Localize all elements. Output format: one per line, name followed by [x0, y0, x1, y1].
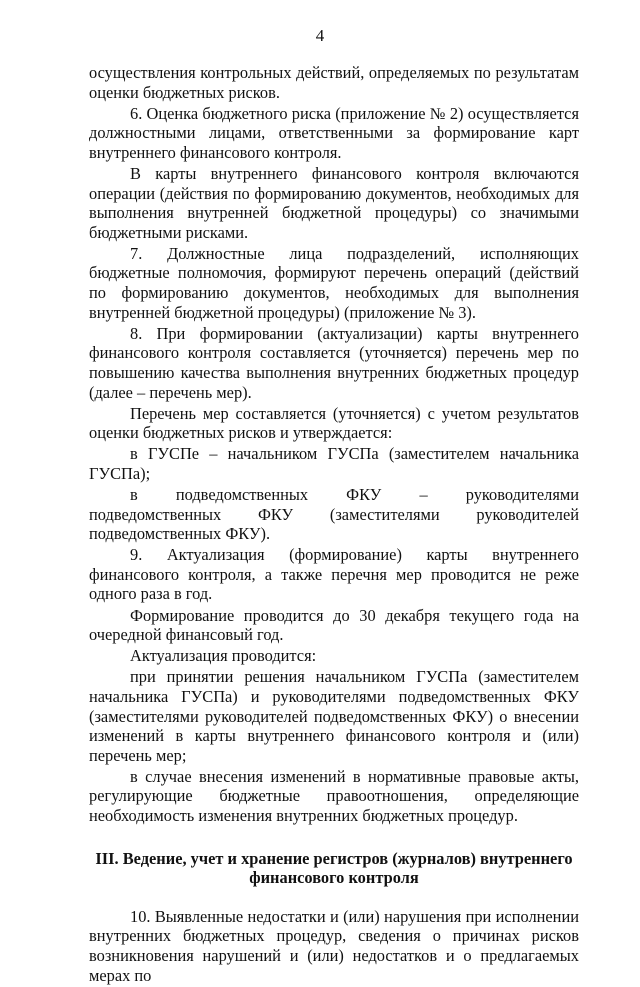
- paragraph: 9. Актуализация (формирование) карты внутреннего финансового контроля, а также перечня мер проводится не реже одного раза в год.: [89, 545, 579, 604]
- paragraph: осуществления контрольных действий, определяемых по результатам оценки бюджетных рисков.: [89, 63, 579, 102]
- section-heading-line-1: III. Ведение, учет и хранение регистров (журналов) внутреннего: [95, 848, 573, 868]
- paragraph: 8. При формировании (актуализации) карты внутреннего финансового контроля составляется (уточняется) перечень мер по повышению качества выполнения внутренних бюджетных процедур (далее – перечень мер).: [89, 323, 579, 402]
- paragraph: Перечень мер составляется (уточняется) с учетом результатов оценки бюджетных рисков и утверждается:: [89, 403, 579, 443]
- paragraph: 6. Оценка бюджетного риска (приложение № 2) осуществляется должностными лицами, ответственными за формирование карт внутреннего финансового контроля.: [89, 103, 579, 162]
- paragraph: Актуализация проводится:: [130, 646, 317, 666]
- document-body: [89, 63, 579, 987]
- paragraph: 7. Должностные лица подразделений, исполняющих бюджетные полномочия, формируют перечень операций (действий по формированию документов, необходимых для выполнения внутренней бюджетной процедуры) (приложение № 3).: [89, 243, 579, 322]
- paragraph: В карты внутреннего финансового контроля включаются операции (действия по формированию документов, необходимых для выполнения внутренней бюджетной процедуры) со значимыми бюджетными рисками.: [89, 163, 579, 242]
- paragraph: в случае внесения изменений в нормативные правовые акты, регулирующие бюджетные правоотношения, определяющие необходимость изменения внутренних бюджетных процедур.: [89, 766, 579, 825]
- page-number: 4: [315, 26, 325, 45]
- paragraph: в подведомственных ФКУ – руководителями подведомственных ФКУ (заместителями руководителей подведомственных ФКУ).: [89, 484, 579, 544]
- paragraph: в ГУСПе – начальником ГУСПа (заместителем начальника ГУСПа);: [89, 444, 579, 483]
- paragraph: Формирование проводится до 30 декабря текущего года на очередной финансовый год.: [89, 605, 579, 645]
- section-heading: [89, 849, 579, 888]
- section-heading-line-2: финансового контроля: [249, 868, 419, 888]
- paragraph: при принятии решения начальником ГУСПа (заместителем начальника ГУСПа) и руководителями подведомственных ФКУ (заместителями руководителей подведомственных ФКУ) о внесении изменений в карты внутреннего финансового контроля и (или) перечень мер;: [89, 667, 579, 765]
- paragraph: 10. Выявленные недостатки и (или) нарушения при исполнении внутренних бюджетных процедур, сведения о причинах рисков возникновения нарушений и (или) недостатков и о предлагаемых мерах по: [89, 906, 579, 985]
- paragraphs-before-heading: [89, 63, 579, 826]
- paragraphs-after-heading: [89, 907, 579, 985]
